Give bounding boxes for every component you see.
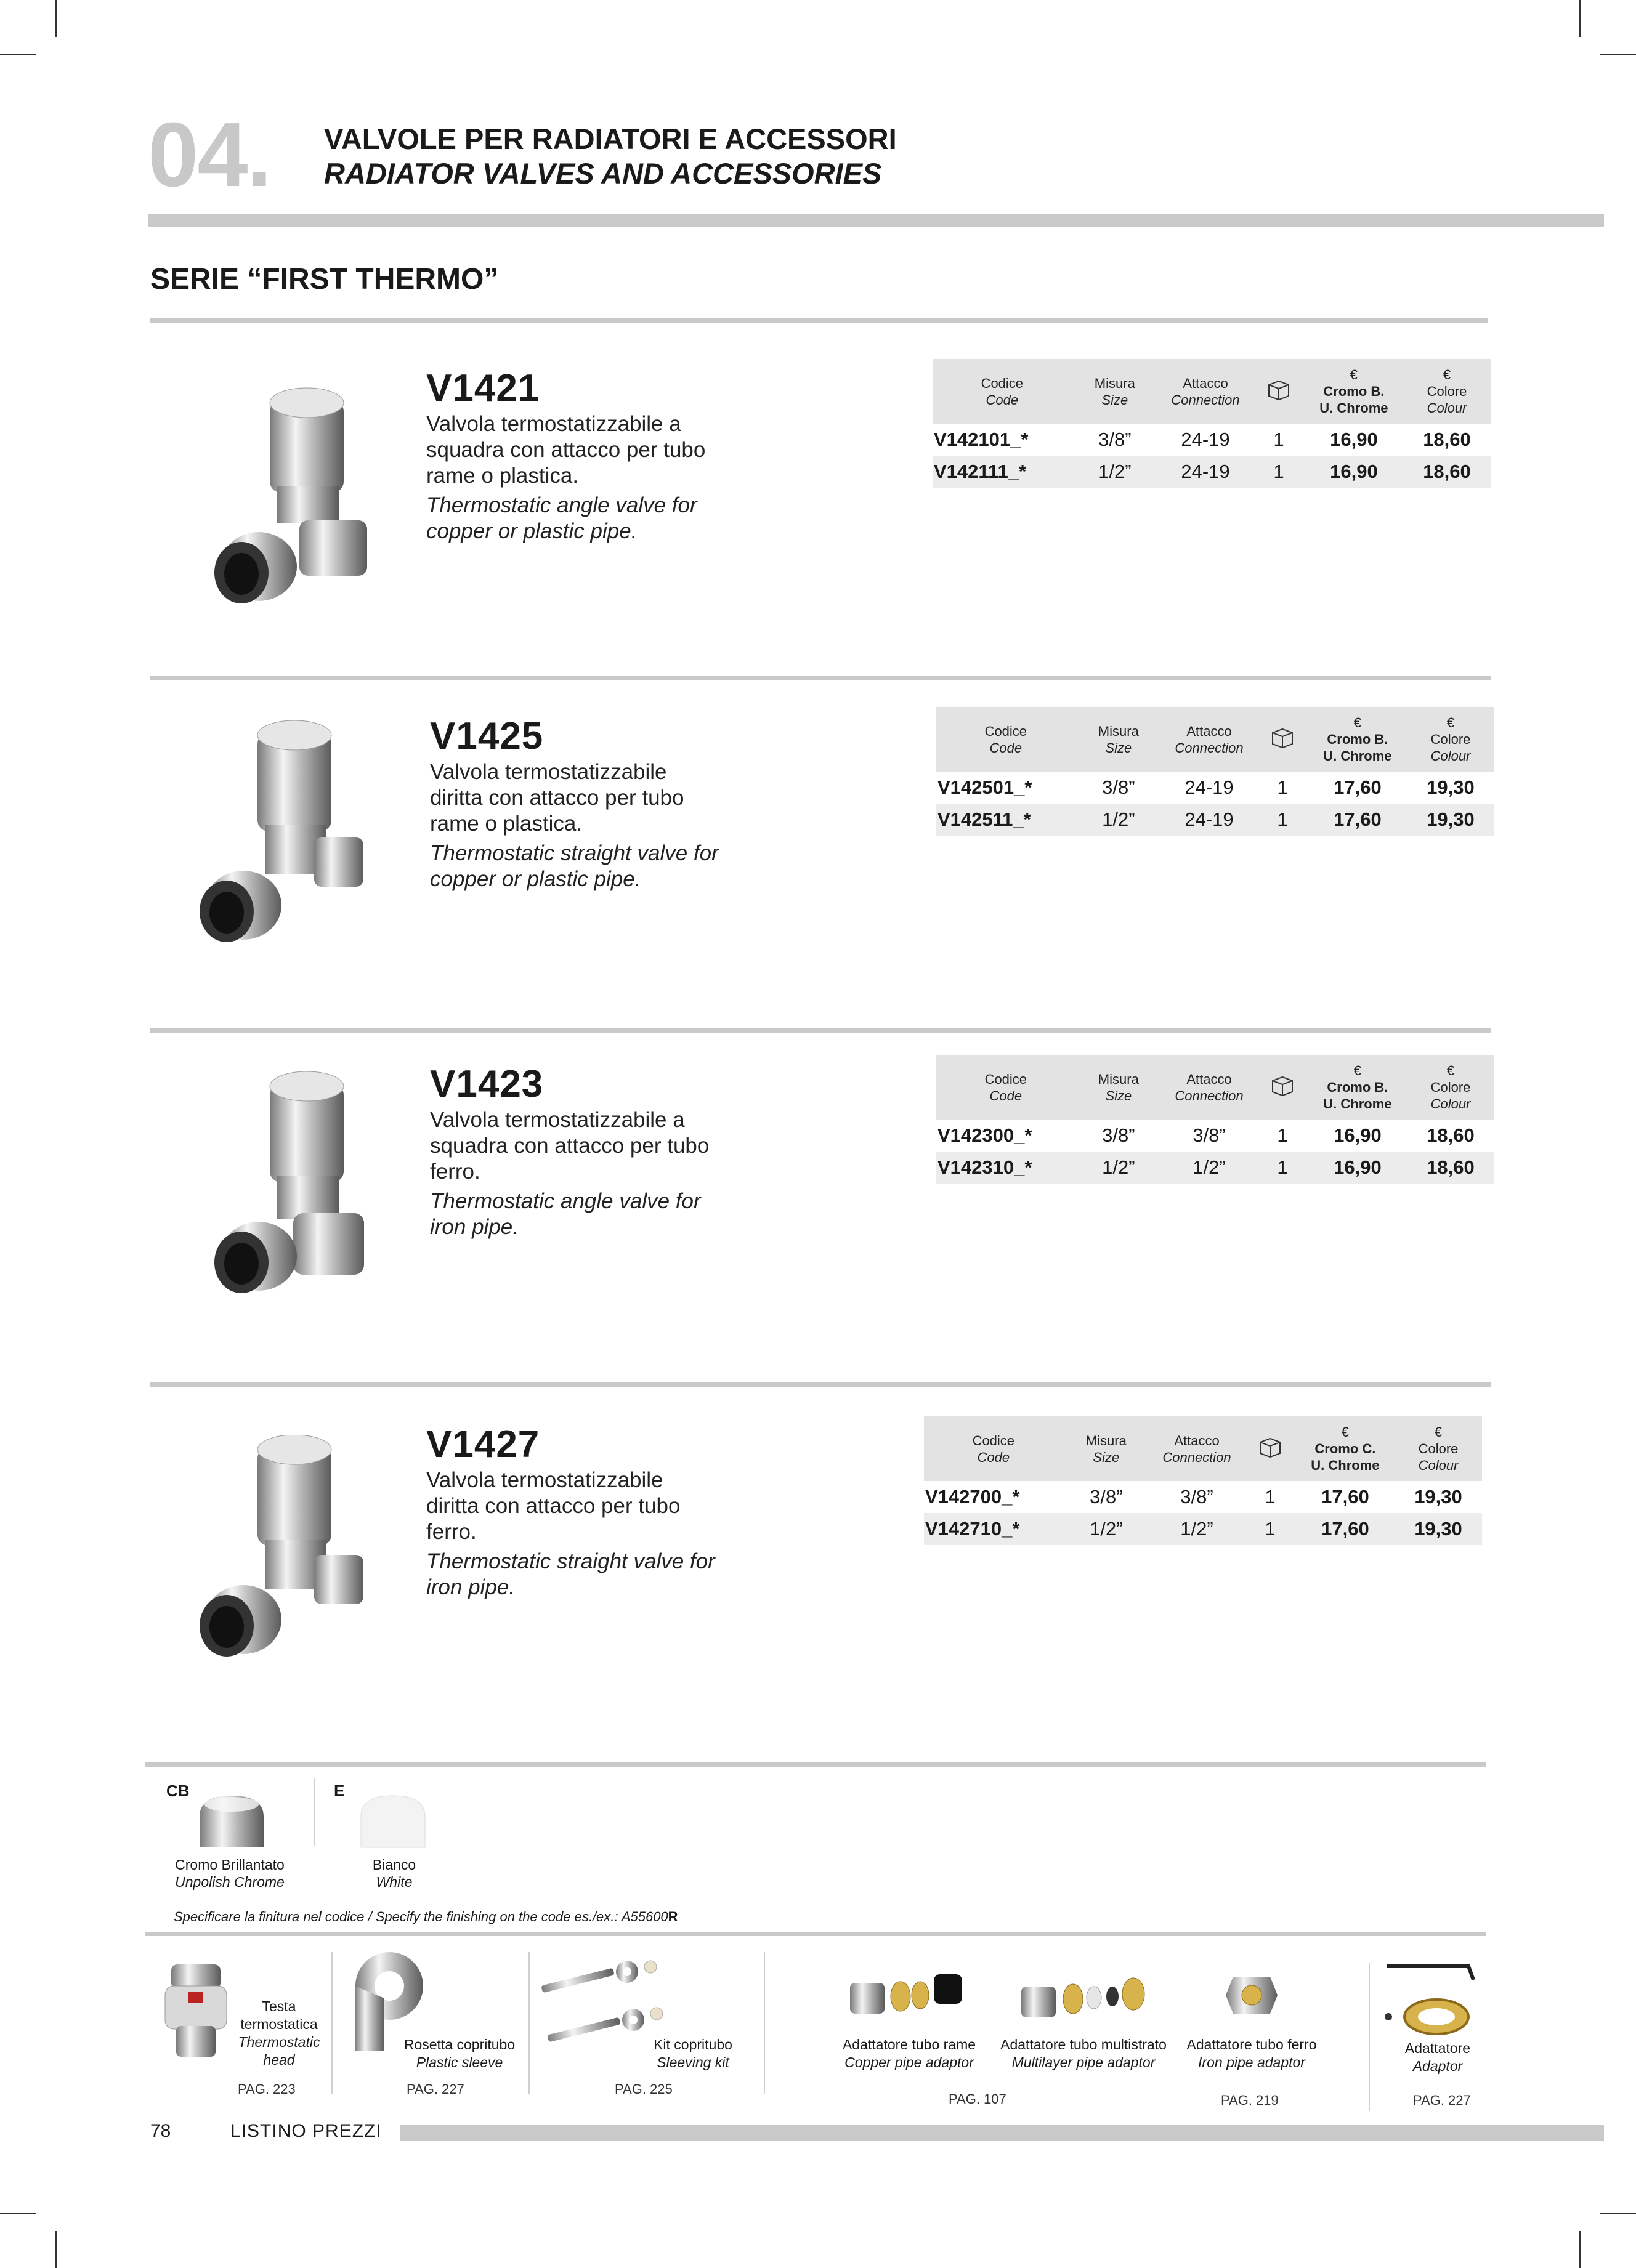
row-price-colour: 18,60 xyxy=(1427,1124,1475,1146)
table-row xyxy=(936,1152,1494,1184)
chrome-cap-image xyxy=(196,1792,267,1849)
finish-note-text: Specificare la finitura nel codice / Specify the finishing on the code es./ex.: A55600 xyxy=(174,1909,668,1924)
header-colour-en: Colour xyxy=(1418,1458,1459,1473)
row-price-colour: 19,30 xyxy=(1395,1513,1482,1545)
header-code-en: Code xyxy=(989,1088,1022,1104)
accessory-label-it: Rosetta copritubo xyxy=(403,2036,516,2052)
valve-angle-image xyxy=(185,1071,370,1306)
series-rule xyxy=(150,318,1488,323)
accessory-label xyxy=(994,2036,1173,2072)
header-currency: € xyxy=(1353,715,1362,730)
description-en: Thermostatic angle valve for copper or plastic pipe. xyxy=(426,493,697,543)
accessory-label-en: Iron pipe adaptor xyxy=(1198,2054,1305,2070)
row-qty: 1 xyxy=(1273,429,1284,450)
accessory-page: PAG. 227 xyxy=(407,2081,464,2097)
finish-note xyxy=(174,1909,678,1925)
header-colour: Colore xyxy=(1418,1441,1459,1456)
accessory-label-en: Multilayer pipe adaptor xyxy=(1011,2054,1156,2070)
header-size: Misura xyxy=(1085,1432,1127,1448)
crop-mark xyxy=(55,2231,57,2268)
header-connection-en: Connection xyxy=(1175,740,1244,756)
row-size: 3/8” xyxy=(1098,429,1132,450)
divider xyxy=(528,1952,530,2094)
header-size-en: Size xyxy=(1105,1088,1132,1104)
row-qty: 1 xyxy=(1277,1124,1288,1146)
row-price-chrome: 16,90 xyxy=(1334,1124,1382,1146)
header-colour-en: Colour xyxy=(1430,1096,1471,1112)
accessory-label-it: Testa termostatica xyxy=(240,1998,318,2032)
header-currency: € xyxy=(1350,367,1358,382)
valve-straight-image xyxy=(185,1435,370,1669)
accessory-label xyxy=(1178,2036,1326,2072)
finish-label-it: Bianco xyxy=(372,1857,416,1873)
header-size-en: Size xyxy=(1105,740,1132,756)
header-size: Misura xyxy=(1098,723,1139,739)
accessory-page: PAG. 107 xyxy=(949,2091,1006,2107)
table-row xyxy=(924,1513,1482,1545)
description-en: Thermostatic straight valve for copper or plastic pipe. xyxy=(430,841,719,891)
divider xyxy=(331,1952,333,2094)
row-price-colour: 18,60 xyxy=(1403,456,1491,488)
row-qty: 1 xyxy=(1253,456,1305,488)
price-table xyxy=(936,707,1494,836)
row-size: 1/2” xyxy=(1075,1152,1162,1184)
crop-mark xyxy=(55,0,57,37)
accessory-label xyxy=(398,2036,521,2072)
series-title: SERIE “FIRST THERMO” xyxy=(150,263,499,296)
crop-mark xyxy=(1579,2231,1581,2268)
row-connection: 3/8” xyxy=(1193,1124,1226,1146)
accessory-label-it: Adattatore xyxy=(1404,2040,1471,2056)
finishes-rule xyxy=(145,1762,1486,1767)
price-table xyxy=(933,359,1491,488)
row-price-colour: 19,30 xyxy=(1414,1486,1462,1507)
row-connection: 1/2” xyxy=(1149,1513,1244,1545)
thermostatic-head-image xyxy=(159,1958,233,2060)
divider xyxy=(314,1778,315,1846)
row-price-chrome: 17,60 xyxy=(1308,804,1407,836)
row-connection: 24-19 xyxy=(1181,429,1230,450)
header-chrome-en: U. Chrome xyxy=(1319,400,1388,416)
header-colour: Colore xyxy=(1430,732,1471,747)
header-connection: Attacco xyxy=(1183,375,1228,391)
table-row xyxy=(936,772,1494,804)
product-code: V1423 xyxy=(430,1063,544,1105)
accessory-label-en: Sleeving kit xyxy=(657,2054,729,2070)
row-size: 1/2” xyxy=(1063,1513,1149,1545)
header-currency: € xyxy=(1446,715,1455,730)
product-description xyxy=(430,759,719,892)
row-qty: 1 xyxy=(1257,1152,1308,1184)
package-box-icon xyxy=(1258,1436,1282,1458)
multilayer-adaptor-image xyxy=(1016,1964,1158,2026)
product-code: V1421 xyxy=(426,367,540,410)
product-code: V1427 xyxy=(426,1423,540,1466)
product-code: V1425 xyxy=(430,715,544,757)
row-connection: 24-19 xyxy=(1162,804,1257,836)
header-size-en: Size xyxy=(1101,392,1128,408)
accessory-label-en: Adaptor xyxy=(1412,2058,1463,2074)
header-chrome: Cromo B. xyxy=(1323,384,1385,399)
valve-straight-image xyxy=(185,720,370,954)
product-description xyxy=(430,1107,719,1240)
accessory-page: PAG. 225 xyxy=(615,2081,673,2097)
accessory-page: PAG. 223 xyxy=(238,2081,296,2097)
divider xyxy=(1369,1963,1370,2111)
row-code: V142300_* xyxy=(937,1124,1032,1146)
header-colour: Colore xyxy=(1430,1080,1471,1095)
table-row xyxy=(936,1120,1494,1152)
header-rule xyxy=(148,214,1604,227)
header-currency: € xyxy=(1341,1424,1350,1440)
row-code: V142101_* xyxy=(934,429,1029,450)
description-it: Valvola termostatizzabile a squadra con attacco per tubo ferro. xyxy=(430,1108,710,1184)
price-table xyxy=(924,1416,1482,1545)
finish-label-en: Unpolish Chrome xyxy=(175,1874,285,1890)
accessory-label xyxy=(233,1998,325,2069)
accessory-label-it: Adattatore tubo ferro xyxy=(1186,2036,1317,2052)
header-chrome: Cromo B. xyxy=(1327,732,1388,747)
row-price-chrome: 17,60 xyxy=(1334,777,1382,798)
row-qty: 1 xyxy=(1244,1513,1296,1545)
row-connection: 24-19 xyxy=(1184,777,1234,798)
header-currency: € xyxy=(1446,1063,1455,1078)
header-colour-en: Colour xyxy=(1427,400,1467,416)
section-rule xyxy=(150,676,1491,680)
accessory-label xyxy=(1382,2040,1493,2075)
adaptor-image xyxy=(1382,1961,1481,2038)
header-size: Misura xyxy=(1094,375,1135,391)
row-price-colour: 18,60 xyxy=(1423,429,1471,450)
crop-mark xyxy=(1579,0,1581,37)
finish-code-cb: CB xyxy=(166,1782,190,1800)
header-connection: Attacco xyxy=(1186,1071,1232,1087)
page-number: 78 xyxy=(150,2121,171,2141)
package-box-icon xyxy=(1270,1075,1295,1097)
header-colour: Colore xyxy=(1427,384,1467,399)
header-currency: € xyxy=(1353,1063,1362,1078)
chapter-title xyxy=(324,122,897,192)
row-price-chrome: 17,60 xyxy=(1296,1513,1395,1545)
row-connection: 3/8” xyxy=(1180,1486,1213,1507)
header-code-en: Code xyxy=(986,392,1019,408)
description-it: Valvola termostatizzabile diritta con attacco per tubo ferro. xyxy=(426,1468,681,1544)
copper-adaptor-image xyxy=(845,1958,968,2026)
finish-note-suffix: R xyxy=(668,1909,678,1924)
header-code: Codice xyxy=(984,1071,1027,1087)
row-price-chrome: 16,90 xyxy=(1308,1152,1407,1184)
finish-code-e: E xyxy=(334,1782,345,1800)
footer-title: LISTINO PREZZI xyxy=(230,2121,382,2141)
row-code: V142710_* xyxy=(924,1513,1063,1545)
valve-angle-image xyxy=(185,382,370,616)
header-connection: Attacco xyxy=(1174,1432,1220,1448)
row-price-colour: 18,60 xyxy=(1407,1152,1494,1184)
header-connection-en: Connection xyxy=(1171,392,1240,408)
row-code: V142700_* xyxy=(925,1486,1020,1507)
row-size: 1/2” xyxy=(1075,804,1162,836)
header-code-en: Code xyxy=(977,1449,1010,1465)
row-size: 1/2” xyxy=(1072,456,1158,488)
header-code: Codice xyxy=(984,723,1027,739)
accessory-label-it: Adattatore tubo rame xyxy=(842,2036,976,2052)
accessory-label-en: Plastic sleeve xyxy=(416,2054,503,2070)
row-price-chrome: 17,60 xyxy=(1321,1486,1369,1507)
accessory-label-it: Adattatore tubo multistrato xyxy=(1000,2036,1167,2052)
crop-mark xyxy=(1600,2213,1636,2214)
row-price-colour: 19,30 xyxy=(1427,777,1475,798)
row-code: V142511_* xyxy=(936,804,1075,836)
row-code: V142310_* xyxy=(936,1152,1075,1184)
white-cap-image xyxy=(357,1792,429,1849)
header-size: Misura xyxy=(1098,1071,1139,1087)
header-currency: € xyxy=(1443,367,1451,382)
table-row xyxy=(936,804,1494,836)
header-chrome-en: U. Chrome xyxy=(1323,748,1392,764)
divider xyxy=(764,1952,765,2094)
description-en: Thermostatic angle valve for iron pipe. xyxy=(430,1189,701,1239)
accessory-label-en: Thermostatic head xyxy=(238,2034,320,2068)
description-en: Thermostatic straight valve for iron pipe. xyxy=(426,1549,715,1599)
row-code: V142501_* xyxy=(937,777,1032,798)
row-qty: 1 xyxy=(1257,804,1308,836)
row-code: V142111_* xyxy=(933,456,1072,488)
section-rule xyxy=(150,1382,1491,1387)
finish-label-e xyxy=(326,1856,462,1891)
chapter-number: 04. xyxy=(148,104,271,206)
row-qty: 1 xyxy=(1265,1486,1276,1507)
accessory-page: PAG. 219 xyxy=(1221,2092,1279,2108)
header-connection-en: Connection xyxy=(1175,1088,1244,1104)
chapter-title-it: VALVOLE PER RADIATORI E ACCESSORI xyxy=(324,123,897,155)
accessory-label-it: Kit copritubo xyxy=(654,2036,732,2052)
row-size: 3/8” xyxy=(1090,1486,1123,1507)
product-description xyxy=(426,1467,716,1600)
crop-mark xyxy=(0,2213,36,2214)
table-row xyxy=(933,424,1491,456)
finish-label-en: White xyxy=(376,1874,413,1890)
product-description xyxy=(426,411,716,544)
header-code: Codice xyxy=(972,1432,1015,1448)
price-table xyxy=(936,1055,1494,1184)
row-price-colour: 19,30 xyxy=(1407,804,1494,836)
table-row xyxy=(924,1481,1482,1513)
crop-mark xyxy=(0,54,36,55)
header-currency: € xyxy=(1434,1424,1443,1440)
header-connection-en: Connection xyxy=(1162,1449,1231,1465)
section-rule xyxy=(150,1028,1491,1033)
row-connection: 1/2” xyxy=(1162,1152,1257,1184)
header-colour-en: Colour xyxy=(1430,748,1471,764)
finish-label-it: Cromo Brillantato xyxy=(175,1857,285,1873)
finish-label-cb xyxy=(159,1856,301,1891)
description-it: Valvola termostatizzabile diritta con attacco per tubo rame o plastica. xyxy=(430,760,684,836)
footer-bar xyxy=(400,2125,1604,2141)
row-price-chrome: 16,90 xyxy=(1330,429,1378,450)
row-connection: 24-19 xyxy=(1158,456,1253,488)
table-row xyxy=(933,456,1491,488)
package-box-icon xyxy=(1266,379,1291,401)
package-box-icon xyxy=(1270,727,1295,749)
description-it: Valvola termostatizzabile a squadra con attacco per tubo rame o plastica. xyxy=(426,412,706,488)
accessory-label xyxy=(835,2036,983,2072)
row-qty: 1 xyxy=(1277,777,1288,798)
accessories-rule xyxy=(145,1932,1486,1936)
header-chrome: Cromo C. xyxy=(1314,1441,1376,1456)
accessory-label xyxy=(641,2036,745,2072)
header-size-en: Size xyxy=(1093,1449,1120,1465)
header-chrome: Cromo B. xyxy=(1327,1080,1388,1095)
accessory-page: PAG. 227 xyxy=(1413,2092,1471,2108)
header-connection: Attacco xyxy=(1186,723,1232,739)
iron-adaptor-image xyxy=(1221,1964,1282,2026)
header-chrome-en: U. Chrome xyxy=(1311,1458,1380,1473)
header-code-en: Code xyxy=(989,740,1022,756)
accessory-label-en: Copper pipe adaptor xyxy=(844,2054,974,2070)
crop-mark xyxy=(1600,54,1636,55)
header-chrome-en: U. Chrome xyxy=(1323,1096,1392,1112)
row-price-chrome: 16,90 xyxy=(1305,456,1403,488)
row-size: 3/8” xyxy=(1102,777,1135,798)
header-code: Codice xyxy=(981,375,1024,391)
row-size: 3/8” xyxy=(1102,1124,1135,1146)
chapter-title-en: RADIATOR VALVES AND ACCESSORIES xyxy=(324,157,882,190)
